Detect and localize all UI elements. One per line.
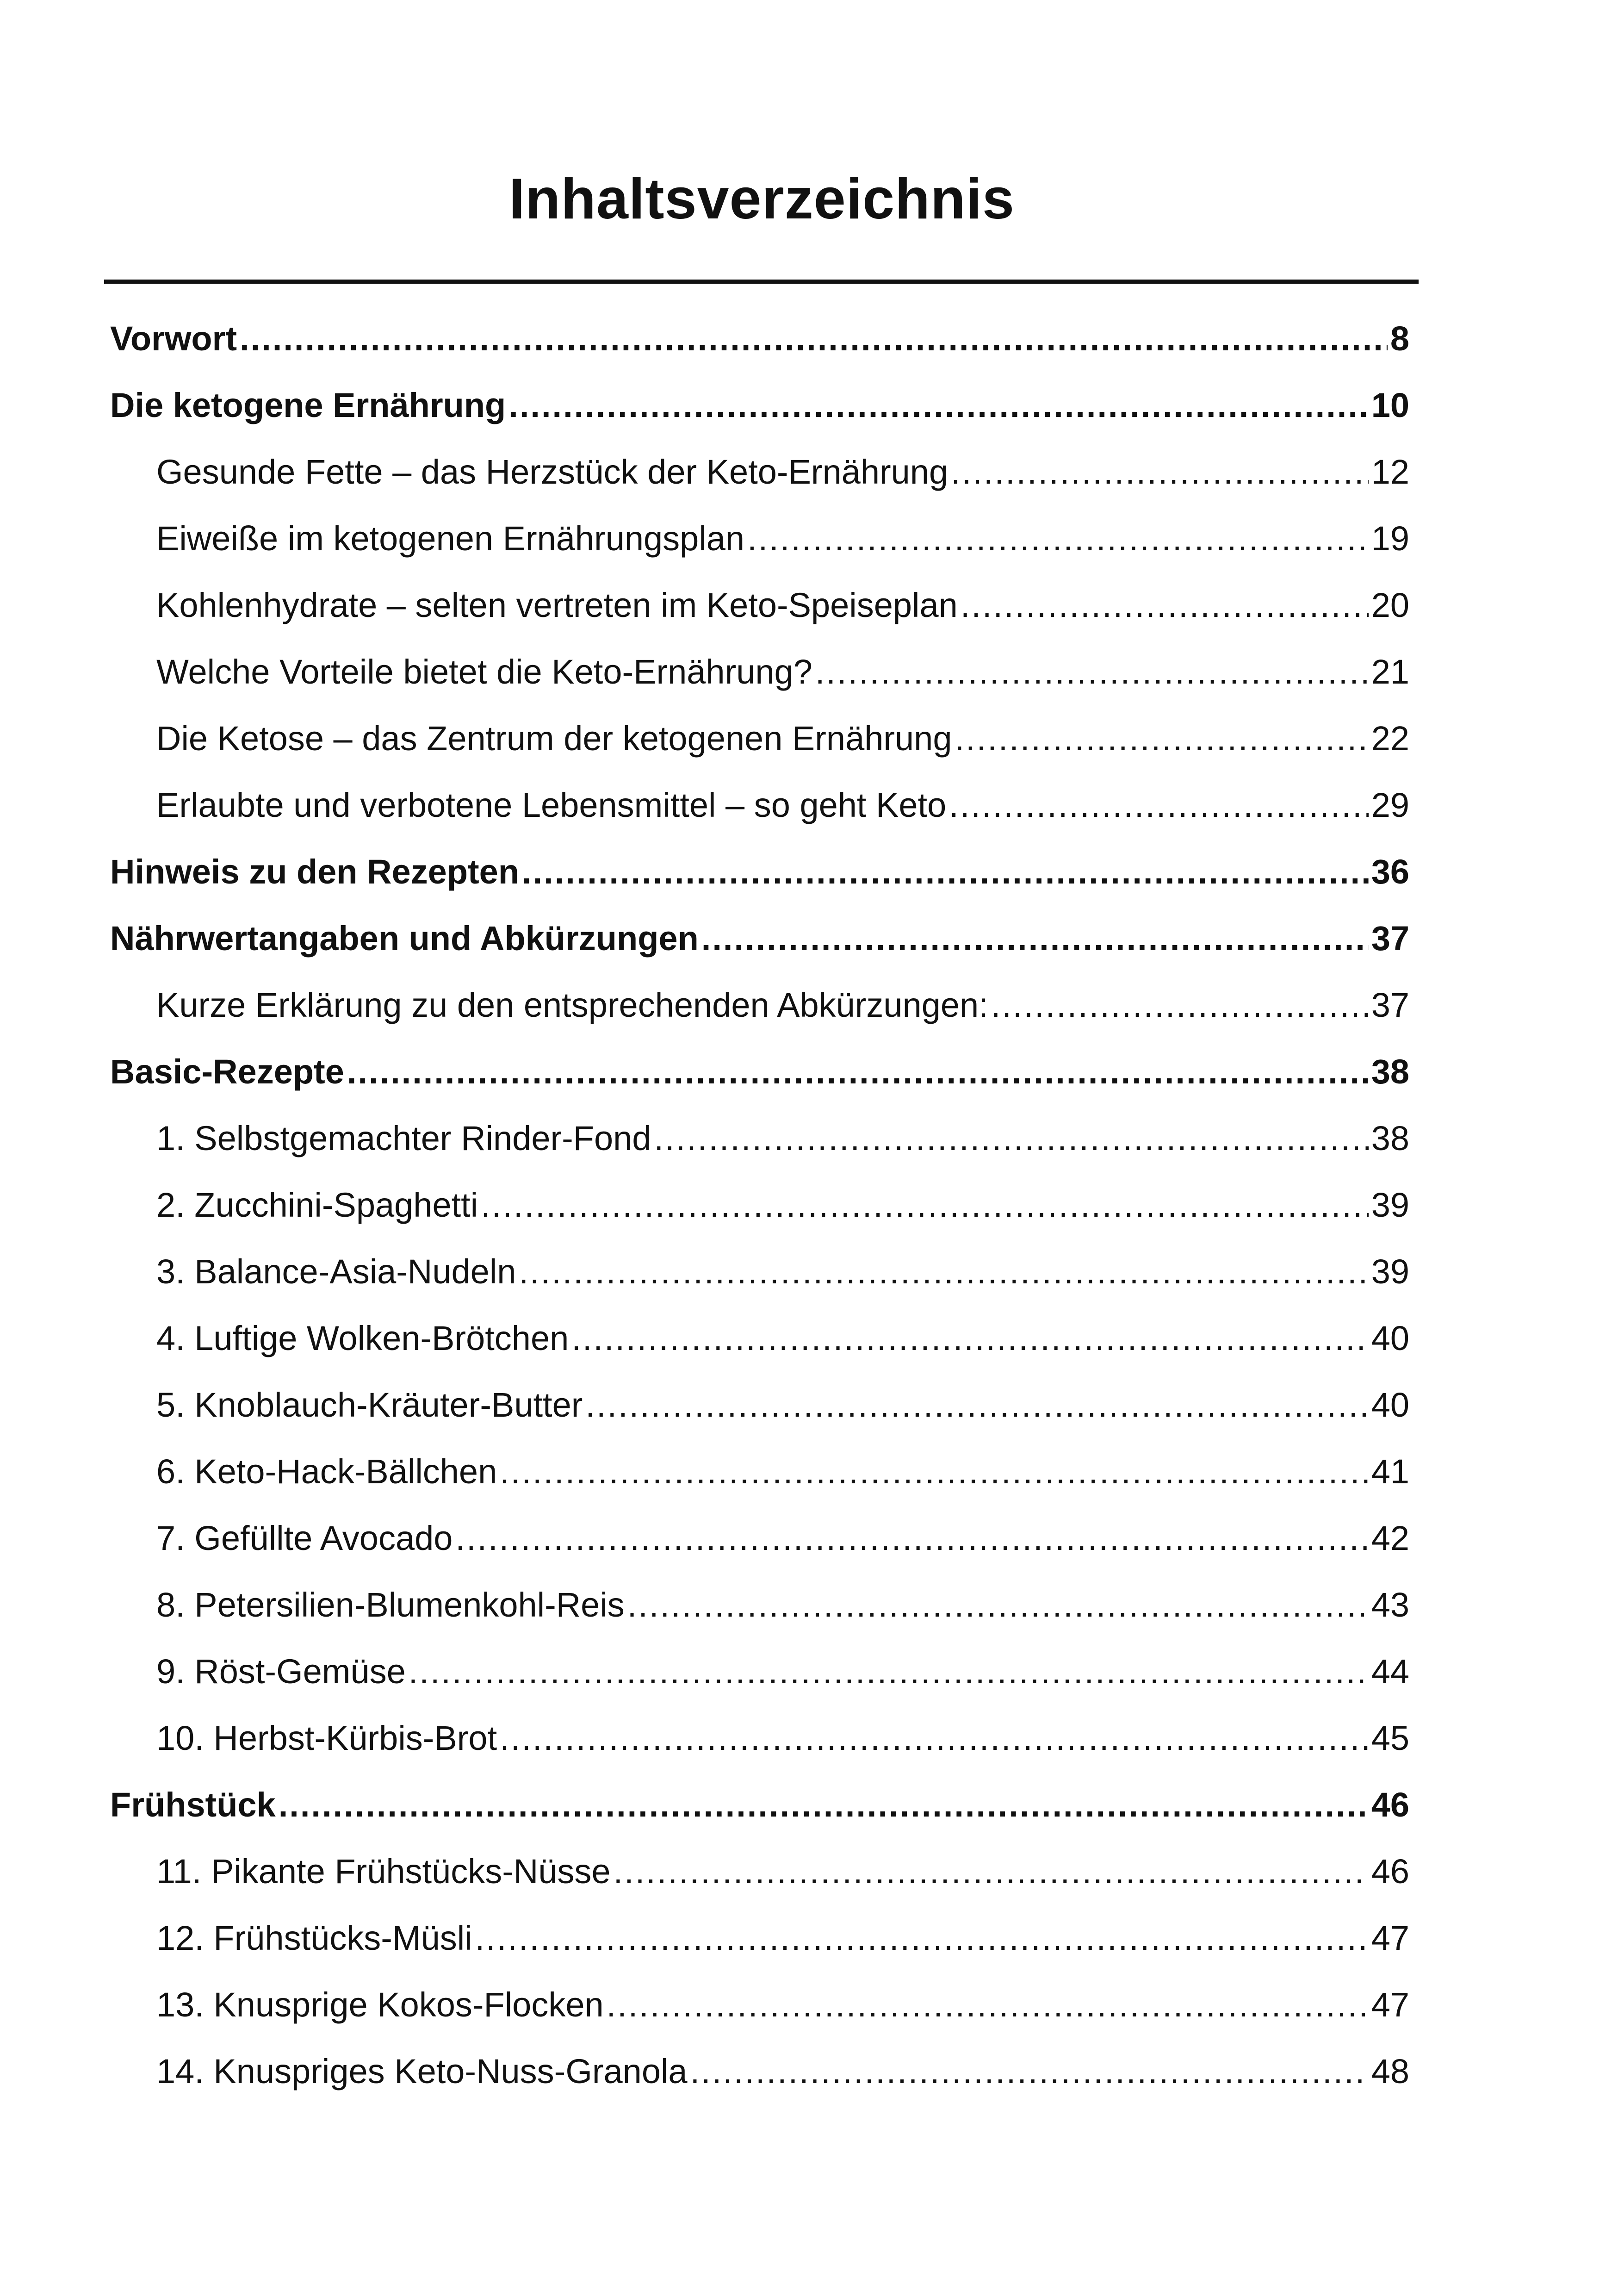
toc-section-entry[interactable] [110, 972, 1409, 1039]
toc-page-number: 12 [1371, 453, 1409, 491]
toc-dot-leader [654, 1105, 1368, 1172]
toc-dot-leader [279, 1772, 1369, 1838]
toc-section-entry[interactable] [110, 1505, 1409, 1572]
toc-entry-label: 11. Pikante Frühstücks-Nüsse [156, 1852, 611, 1891]
toc-dot-leader [522, 839, 1369, 905]
toc-dot-leader [571, 1305, 1368, 1372]
toc-chapter-entry[interactable] [110, 839, 1409, 905]
toc-page-number: 39 [1371, 1252, 1409, 1291]
toc-section-entry[interactable] [110, 505, 1409, 572]
toc-page-number: 45 [1371, 1719, 1409, 1757]
toc-dot-leader [690, 2038, 1369, 2105]
toc-entry-label: 3. Balance-Asia-Nudeln [156, 1252, 516, 1291]
toc-dot-leader [455, 1505, 1368, 1572]
toc-section-entry[interactable] [110, 1705, 1409, 1772]
toc-chapter-entry[interactable] [110, 372, 1409, 439]
toc-entry-label: Welche Vorteile bietet die Keto-Ernährung? [156, 653, 812, 691]
toc-entry-label: Die ketogene Ernährung [110, 386, 506, 424]
page-title: Inhaltsverzeichnis [508, 167, 1015, 231]
toc-entry-label: Vorwort [110, 319, 237, 358]
toc-entry-label: Eiweiße im ketogenen Ernährungsplan [156, 519, 745, 558]
toc-page-number: 40 [1371, 1319, 1409, 1357]
toc-section-entry[interactable] [110, 639, 1409, 705]
toc-entry-label: 4. Luftige Wolken-Brötchen [156, 1319, 569, 1357]
toc-dot-leader [500, 1438, 1368, 1505]
toc-page-number: 46 [1371, 1852, 1409, 1891]
toc-entry-label: 1. Selbstgemachter Rinder-Fond [156, 1119, 651, 1157]
toc-page-number: 40 [1371, 1386, 1409, 1424]
toc-page-number: 22 [1371, 719, 1409, 758]
toc-chapter-entry[interactable] [110, 305, 1409, 372]
toc-dot-leader [347, 1039, 1369, 1105]
toc-page-number: 42 [1371, 1519, 1409, 1557]
toc-dot-leader [409, 1638, 1369, 1705]
toc-section-entry[interactable] [110, 1172, 1409, 1238]
toc-section-entry[interactable] [110, 1105, 1409, 1172]
toc-section-entry[interactable] [110, 572, 1409, 639]
toc-entry-label: 6. Keto-Hack-Bällchen [156, 1452, 497, 1491]
toc-section-entry[interactable] [110, 1238, 1409, 1305]
toc-page-number: 10 [1371, 386, 1409, 424]
toc-section-entry[interactable] [110, 772, 1409, 839]
toc-dot-leader [701, 905, 1369, 972]
title-divider [104, 280, 1419, 284]
toc-dot-leader [481, 1172, 1369, 1238]
toc-chapter-entry[interactable] [110, 1039, 1409, 1105]
toc-entry-label: 10. Herbst-Kürbis-Brot [156, 1719, 497, 1757]
toc-dot-leader [951, 439, 1369, 505]
toc-page-number: 43 [1371, 1586, 1409, 1624]
toc-chapter-entry[interactable] [110, 1772, 1409, 1838]
toc-page-number: 21 [1371, 653, 1409, 691]
toc-dot-leader [607, 1972, 1369, 2038]
toc-page-number: 38 [1371, 1052, 1409, 1091]
toc-dot-leader [475, 1905, 1369, 1972]
toc-section-entry[interactable] [110, 439, 1409, 505]
toc-entry-label: Frühstück [110, 1786, 276, 1824]
toc-entry-label: Gesunde Fette – das Herzstück der Keto-Ernährung [156, 453, 948, 491]
toc-entry-label: Nährwertangaben und Abkürzungen [110, 919, 699, 958]
toc-dot-leader [961, 572, 1369, 639]
toc-entry-label: 13. Knusprige Kokos-Flocken [156, 1985, 604, 2024]
toc-page-number: 39 [1371, 1186, 1409, 1224]
toc-entry-label: 14. Knuspriges Keto-Nuss-Granola [156, 2052, 688, 2091]
toc-dot-leader [815, 639, 1369, 705]
toc-section-entry[interactable] [110, 1638, 1409, 1705]
toc-entry-label: Basic-Rezepte [110, 1052, 344, 1091]
toc-dot-leader [949, 772, 1368, 839]
toc-entry-label: Erlaubte und verbotene Lebensmittel – so geht Keto [156, 786, 947, 824]
toc-dot-leader [627, 1572, 1369, 1638]
toc-dot-leader [500, 1705, 1369, 1772]
toc-dot-leader [955, 705, 1369, 772]
toc-page-number: 8 [1390, 319, 1409, 358]
toc-page-number: 37 [1371, 986, 1409, 1024]
toc-dot-leader [747, 505, 1369, 572]
toc-entry-label: 2. Zucchini-Spaghetti [156, 1186, 478, 1224]
toc-dot-leader [519, 1238, 1368, 1305]
toc-page-number: 37 [1371, 919, 1409, 958]
toc-entry-label: 8. Petersilien-Blumenkohl-Reis [156, 1586, 625, 1624]
toc-entry-label: 9. Röst-Gemüse [156, 1652, 406, 1691]
toc-section-entry[interactable] [110, 1305, 1409, 1372]
toc-section-entry[interactable] [110, 1372, 1409, 1438]
toc-entry-label: 5. Knoblauch-Kräuter-Butter [156, 1386, 583, 1424]
toc-entry-label: Kurze Erklärung zu den entsprechenden Abkürzungen: [156, 986, 988, 1024]
toc-page-number: 41 [1371, 1452, 1409, 1491]
toc-section-entry[interactable] [110, 705, 1409, 772]
toc-page-number: 19 [1371, 519, 1409, 558]
toc-page-number: 47 [1371, 1919, 1409, 1957]
toc-page-number: 44 [1371, 1652, 1409, 1691]
toc-section-entry[interactable] [110, 1972, 1409, 2038]
toc-page-number: 38 [1371, 1119, 1409, 1157]
toc-section-entry[interactable] [110, 1838, 1409, 1905]
toc-entry-label: Kohlenhydrate – selten vertreten im Keto-Speiseplan [156, 586, 958, 624]
toc-dot-leader [614, 1838, 1369, 1905]
toc-entry-label: Hinweis zu den Rezepten [110, 852, 520, 891]
toc-page-number: 36 [1371, 852, 1409, 891]
table-of-contents [110, 305, 1409, 2105]
toc-page-number: 20 [1371, 586, 1409, 624]
toc-entry-label: 12. Frühstücks-Müsli [156, 1919, 472, 1957]
toc-section-entry[interactable] [110, 2038, 1409, 2105]
toc-page-number: 46 [1371, 1786, 1409, 1824]
toc-dot-leader [585, 1372, 1368, 1438]
toc-chapter-entry[interactable] [110, 905, 1409, 972]
toc-section-entry[interactable] [110, 1438, 1409, 1505]
toc-entry-label: 7. Gefüllte Avocado [156, 1519, 453, 1557]
toc-dot-leader [508, 372, 1368, 439]
toc-page-number: 48 [1371, 2052, 1409, 2091]
toc-section-entry[interactable] [110, 1572, 1409, 1638]
toc-dot-leader [240, 305, 1388, 372]
toc-page-number: 29 [1371, 786, 1409, 824]
toc-section-entry[interactable] [110, 1905, 1409, 1972]
toc-entry-label: Die Ketose – das Zentrum der ketogenen Ernährung [156, 719, 952, 758]
toc-dot-leader [991, 972, 1369, 1039]
toc-page-number: 47 [1371, 1985, 1409, 2024]
